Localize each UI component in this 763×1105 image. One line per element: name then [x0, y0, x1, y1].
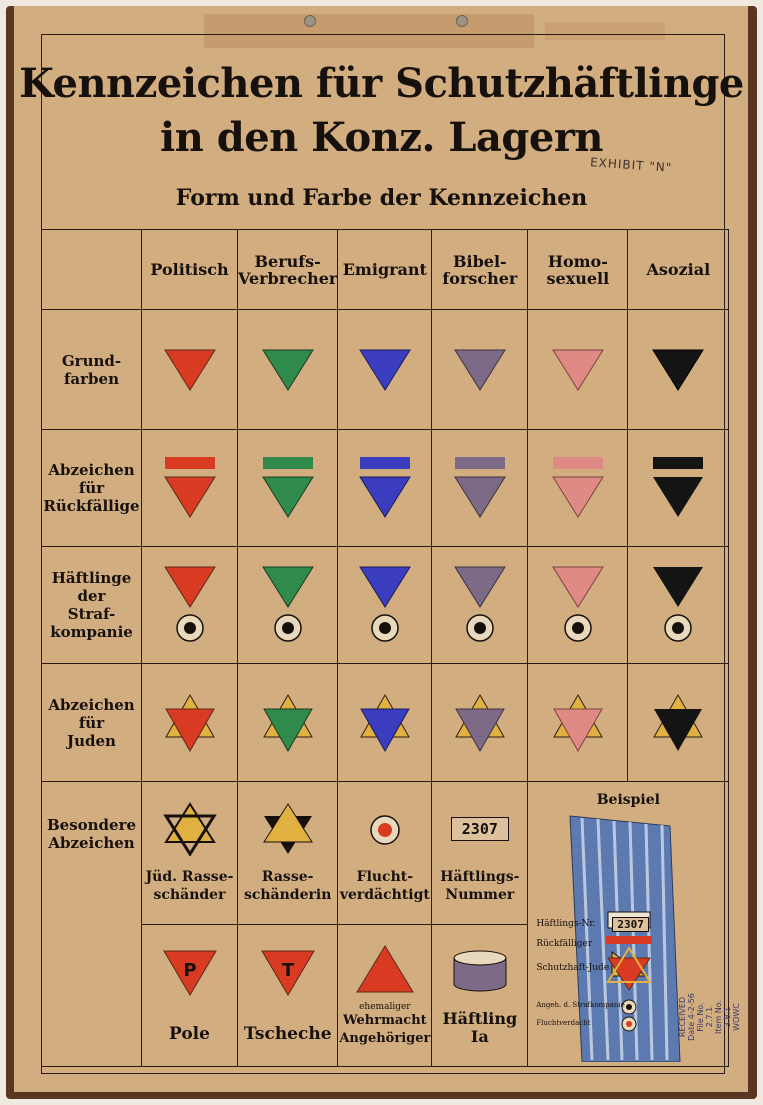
armband-icon [450, 946, 510, 996]
triangle-cell [432, 310, 528, 430]
red-bar-triangle [163, 455, 217, 521]
penal-badge-cell [528, 547, 628, 664]
row-besondere-1 [42, 782, 729, 925]
red-upward-triangle [355, 944, 415, 994]
special-label: Häftling Ia [442, 1008, 518, 1046]
example-label-number: Häftlings-Nr. [536, 919, 596, 929]
repeat-badge-cell [338, 430, 432, 547]
received-stamp: RECEIVED Date 4-2-56 File No. 2.7.1 Item No. 3.8.1 WOWC [678, 993, 742, 1041]
row-label-juden: Abzeichen für Juden [42, 664, 142, 782]
green-triangle [261, 348, 315, 392]
example-number: 2307 [612, 917, 649, 932]
triangle-cell [142, 310, 238, 430]
special-label: Flucht- verdächtigt [339, 869, 430, 903]
pink-triangle-dot [551, 565, 605, 645]
special-label: Wehrmacht Angehöriger [339, 1012, 431, 1046]
blue-star-badge [357, 693, 413, 753]
row-label-besondere: Besondere Abzeichen [42, 782, 142, 1067]
col-emigrant: Emigrant [338, 230, 432, 310]
row-label-rueckfaellige: Abzeichen für Rückfällige [42, 430, 142, 547]
poster-subtitle: Form und Farbe der Kennzeichen [175, 185, 588, 211]
special-badge-cell [238, 925, 338, 1067]
triangle-cell [528, 310, 628, 430]
badge-table [41, 229, 742, 1067]
triangle-cell [238, 310, 338, 430]
pink-star-badge [550, 693, 606, 753]
special-label: Tscheche [243, 1023, 332, 1044]
col-homosexuell: Homo- sexuell [528, 230, 628, 310]
red-triangle-p [162, 949, 218, 999]
special-badge-cell [338, 782, 432, 925]
special-label: Jüd. Rasse- schänder [145, 869, 234, 903]
repeat-badge-cell [628, 430, 729, 547]
row-juden [42, 664, 729, 782]
blue-bar-triangle [358, 455, 412, 521]
triangle-cell [338, 310, 432, 430]
special-badge-cell [432, 925, 528, 1067]
repeat-badge-cell [238, 430, 338, 547]
row-label-strafkompanie: Häftlinge der Straf- kompanie [42, 547, 142, 664]
red-triangle [163, 348, 217, 392]
star-badge-cell [528, 664, 628, 782]
blue-triangle [358, 348, 412, 392]
col-asozial: Asozial [628, 230, 729, 310]
special-prefix: ehemaliger [359, 1001, 411, 1012]
special-badge-cell [142, 925, 238, 1067]
prisoner-number-box: 2307 [451, 817, 509, 841]
row-grundfarben [42, 310, 729, 430]
thumbtack-right [456, 15, 468, 27]
special-badge-cell [238, 782, 338, 925]
red-triangle-dot [163, 565, 217, 645]
poster-title-line2: in den Konz. Lagern [160, 114, 603, 161]
violet-triangle-dot [453, 565, 507, 645]
penal-badge-cell [628, 547, 729, 664]
red-triangle-t [260, 949, 316, 999]
special-badge-cell [142, 782, 238, 925]
letter-t: T [281, 959, 294, 981]
red-star-badge [162, 693, 218, 753]
red-dot-target [357, 802, 413, 856]
example-cell [528, 782, 742, 1067]
black-triangle [651, 348, 705, 392]
star-badge-cell [628, 664, 729, 782]
header-row [42, 230, 729, 310]
violet-triangle [453, 348, 507, 392]
blue-triangle-dot [358, 565, 412, 645]
example-label-penal: Angeh. d. Strafkompanie [536, 1001, 625, 1009]
example-label-escape: Fluchtverdacht [536, 1019, 591, 1027]
black-triangle-dot [651, 565, 705, 645]
penal-badge-cell [338, 547, 432, 664]
exhibit-stamp: EXHIBIT "N" [589, 155, 673, 175]
black-bar-triangle [651, 455, 705, 521]
letter-p: P [182, 959, 197, 981]
green-triangle-dot [261, 565, 315, 645]
special-label: Rasse- schänderin [243, 869, 332, 903]
col-berufsverbrecher: Berufs- Verbrecher [238, 230, 338, 310]
repeat-badge-cell [528, 430, 628, 547]
special-label: Häftlings- Nummer [440, 869, 520, 903]
violet-bar-triangle [453, 455, 507, 521]
example-label-jew: Schutzhaft-Jude [536, 963, 610, 973]
row-rueckfaellige [42, 430, 729, 547]
special-label: Pole [169, 1023, 210, 1044]
repeat-badge-cell [142, 430, 238, 547]
pink-triangle [551, 348, 605, 392]
green-star-badge [260, 693, 316, 753]
star-badge-cell [142, 664, 238, 782]
pink-bar-triangle [551, 455, 605, 521]
yellow-black-star [260, 802, 316, 856]
penal-badge-cell [238, 547, 338, 664]
row-strafkompanie [42, 547, 729, 664]
corner-cell [42, 230, 142, 310]
triangle-cell [628, 310, 729, 430]
col-bibelforscher: Bibel- forscher [432, 230, 528, 310]
violet-star-badge [452, 693, 508, 753]
black-star-yellow-triangle [162, 802, 218, 856]
thumbtack-left [304, 15, 316, 27]
special-badge-cell [338, 925, 432, 1067]
star-badge-cell [338, 664, 432, 782]
penal-badge-cell [142, 547, 238, 664]
example-title: Beispiel [596, 792, 660, 808]
penal-badge-cell [432, 547, 528, 664]
special-badge-cell [432, 782, 528, 925]
col-politisch: Politisch [142, 230, 238, 310]
star-badge-cell [238, 664, 338, 782]
row-label-grundfarben: Grund- farben [42, 310, 142, 430]
example-label-repeat: Rückfälliger [536, 939, 593, 949]
black-star-badge [650, 693, 706, 753]
repeat-badge-cell [432, 430, 528, 547]
poster-title-line1: Kennzeichen für Schutzhäftlinge [19, 60, 744, 107]
star-badge-cell [432, 664, 528, 782]
green-bar-triangle [261, 455, 315, 521]
